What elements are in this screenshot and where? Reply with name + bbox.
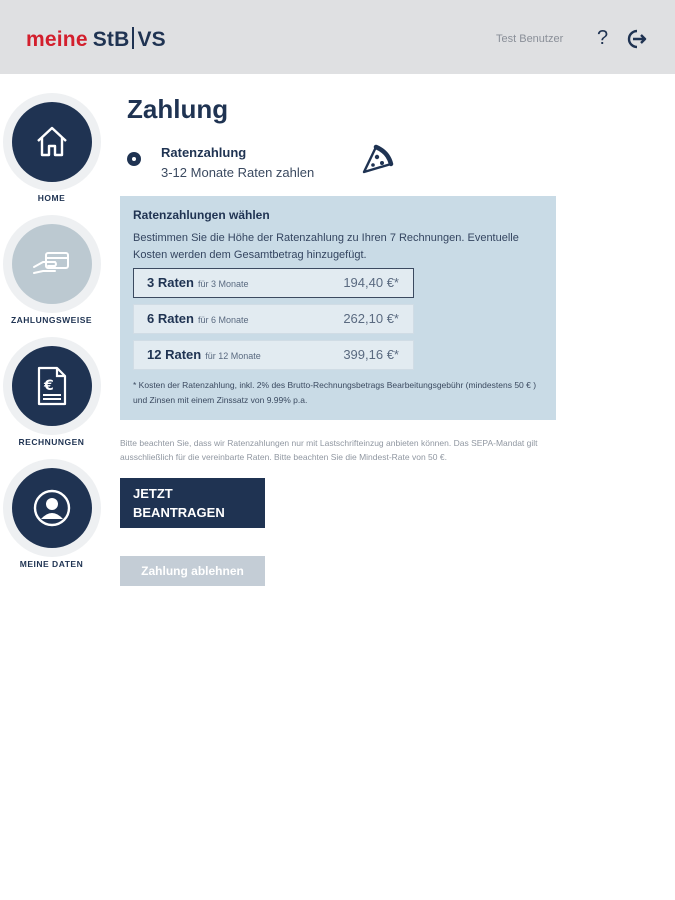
apply-button[interactable]: JETZT BEANTRAGEN	[120, 478, 265, 528]
user-name[interactable]: Test Benutzer	[496, 33, 564, 45]
logout-icon[interactable]	[624, 28, 648, 50]
nav-ring	[3, 337, 101, 435]
nav-ring	[3, 215, 101, 313]
pizza-slice-icon	[360, 144, 394, 176]
rate-months: für 12 Monate	[205, 351, 261, 361]
decline-payment-button[interactable]: Zahlung ablehnen	[120, 556, 265, 586]
nav-label-zahlungsweise: ZAHLUNGSWEISE	[10, 315, 93, 325]
nav-ring	[3, 93, 101, 191]
logo-text-meine: meine	[26, 28, 88, 51]
help-icon[interactable]: ?	[597, 27, 609, 49]
rate-amount: 399,16 €*	[343, 347, 399, 362]
app-logo[interactable]	[26, 27, 166, 52]
nav-label-home: HOME	[37, 193, 66, 203]
nav-label-rechnungen: RECHNUNGEN	[18, 437, 85, 447]
rate-name-text: 12 Raten	[147, 347, 202, 362]
svg-text:€: €	[43, 378, 54, 394]
rate-amount: 262,10 €*	[343, 311, 399, 326]
rate-option-3[interactable]	[133, 268, 414, 298]
nav-circle	[12, 468, 92, 548]
nav-item-rechnungen[interactable]	[0, 337, 103, 447]
nav-item-meine-daten[interactable]	[0, 459, 103, 569]
installment-panel	[120, 196, 556, 420]
panel-title: Ratenzahlungen wählen	[133, 208, 270, 222]
hand-card-icon	[31, 247, 73, 281]
logo-separator	[132, 27, 134, 49]
euro-document-icon	[35, 365, 69, 407]
rate-name-text: 3 Raten	[147, 275, 194, 290]
rate-name	[147, 311, 249, 326]
rate-name-text: 6 Raten	[147, 311, 194, 326]
nav-circle	[12, 102, 92, 182]
rate-months: für 3 Monate	[197, 279, 249, 289]
page-title: Zahlung	[127, 94, 229, 124]
rate-months: für 6 Monate	[197, 315, 249, 325]
cost-footnote: * Kosten der Ratenzahlung, inkl. 2% des Brutto-Rechnungsbetrags Bearbeitungsgebühr (mindestens 50 € ) und Zinsen mit einem Zinssatz von 9.99% p.a.	[133, 380, 537, 405]
nav-item-zahlungsweise[interactable]	[0, 215, 103, 325]
home-icon	[32, 122, 72, 162]
nav-item-home[interactable]	[0, 93, 103, 203]
rate-option-6[interactable]	[133, 304, 414, 334]
rate-name	[147, 275, 249, 290]
sepa-info-text: Bitte beachten Sie, dass wir Ratenzahlungen nur mit Lastschrifteinzug anbieten können. Das SEPA-Mandat gilt ausschließlich für die vereinbarte Raten. Bitte beachten Sie die Mindest-Rate von 50 €.	[120, 438, 538, 462]
rate-option-12[interactable]	[133, 340, 414, 370]
rate-amount: 194,40 €*	[343, 275, 399, 290]
ratenzahlung-radio[interactable]	[127, 152, 141, 166]
logo-text-stb: StB	[92, 28, 130, 51]
panel-description: Bestimmen Sie die Höhe der Ratenzahlung zu Ihren 7 Rechnungen. Eventuelle Kosten werden dem Gesamtbetrag hinzugefügt.	[133, 232, 519, 261]
rate-name	[147, 347, 261, 362]
nav-circle	[12, 224, 92, 304]
payment-option-title: Ratenzahlung	[161, 145, 247, 160]
nav-circle	[12, 346, 92, 426]
nav-label-meine-daten: MEINE DATEN	[19, 559, 84, 569]
user-icon	[32, 488, 72, 528]
payment-option-subtitle: 3-12 Monate Raten zahlen	[161, 165, 315, 180]
nav-ring	[3, 459, 101, 557]
logo-text-vs: VS	[137, 28, 166, 51]
app-header	[0, 0, 675, 74]
